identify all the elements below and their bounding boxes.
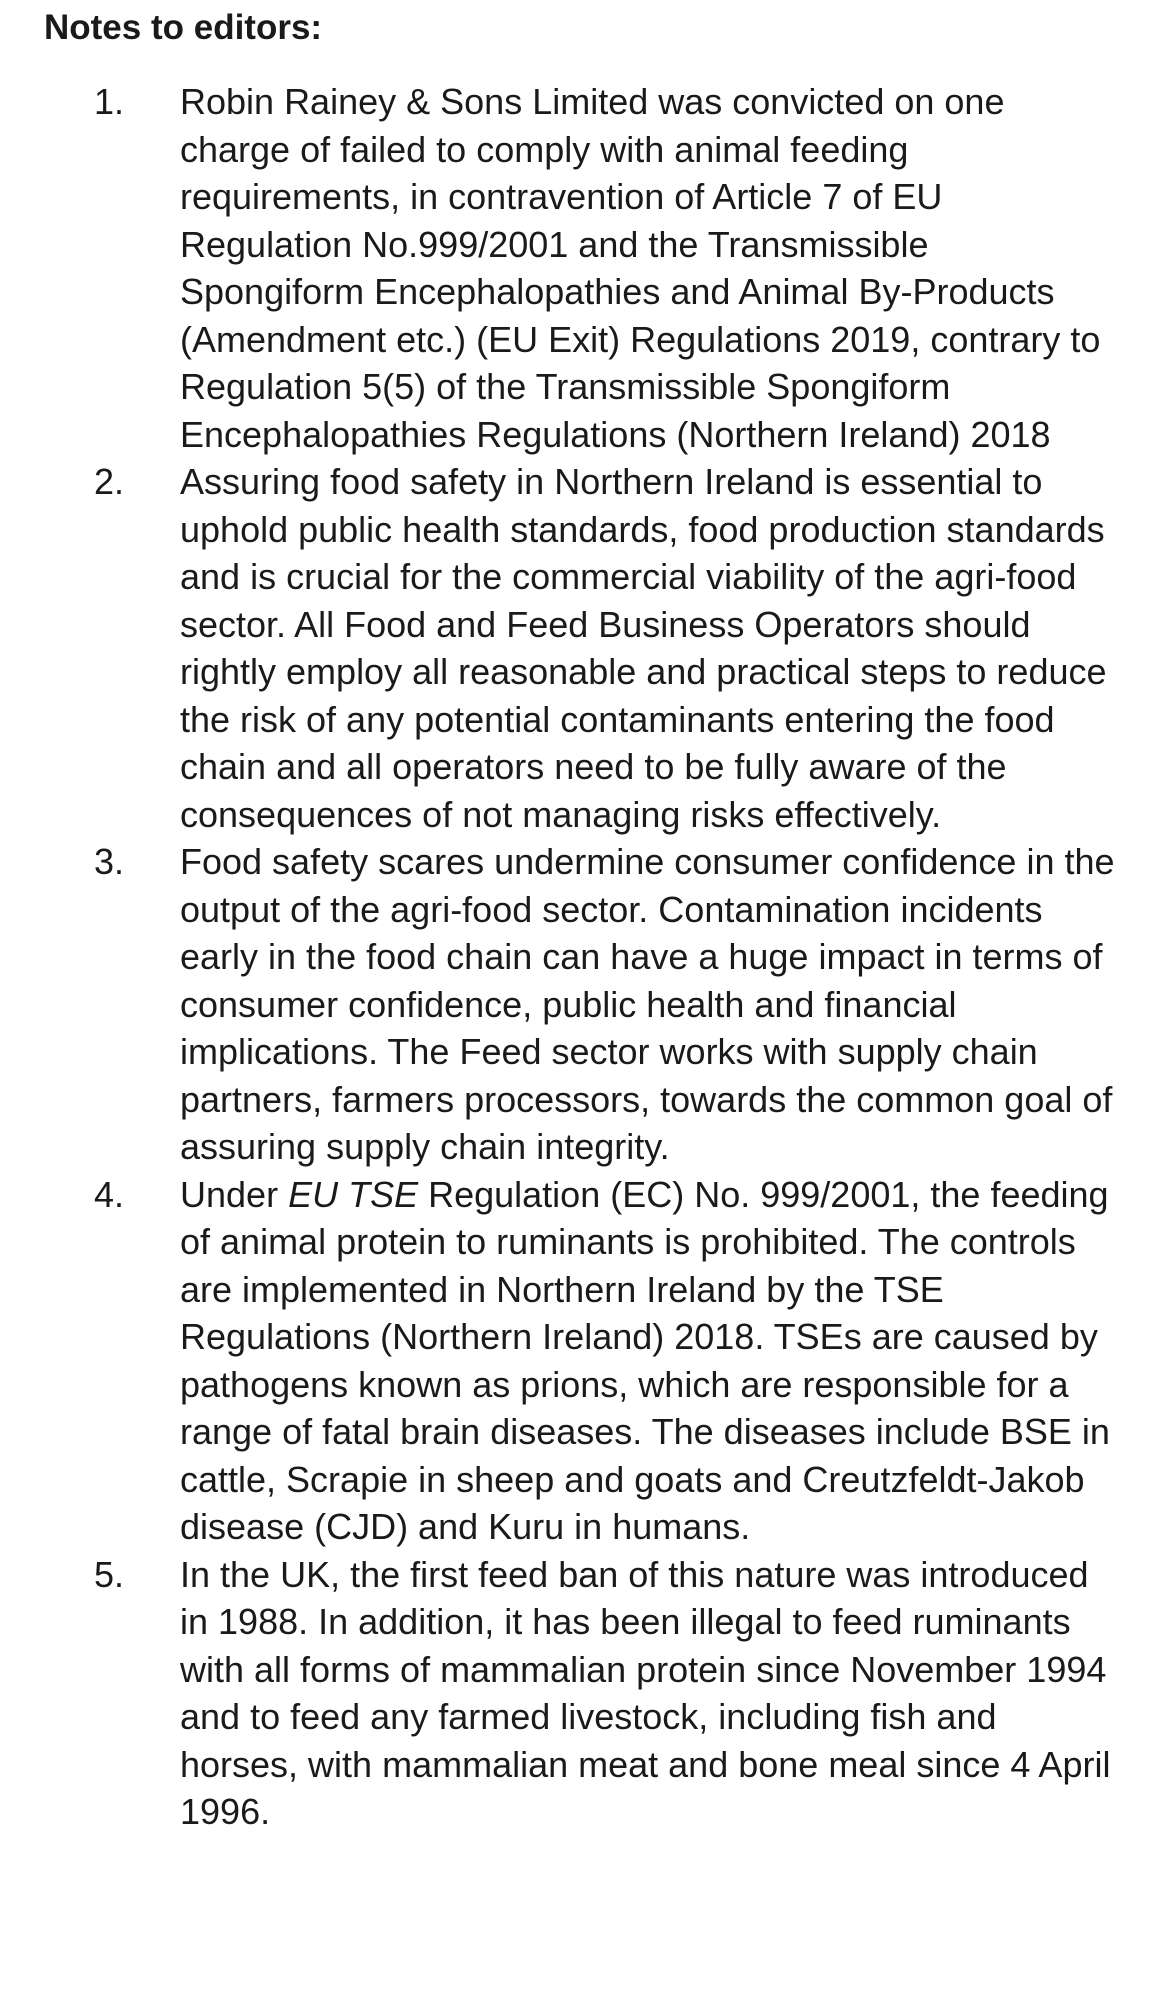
note-number: 1. (94, 81, 125, 122)
note-item (44, 838, 1115, 1171)
note-number: 3. (94, 841, 125, 882)
note-item (44, 458, 1109, 838)
note-item (44, 78, 1109, 458)
note-number: 5. (94, 1553, 125, 1595)
note-text-pre: Under (180, 1173, 289, 1215)
note-text: In the UK, the first feed ban of this nature was introduced in 1988. In addition, it has been illegal to feed ruminants with all forms of mammalian protein since November 1994 and to feed any farmed livestock, including fish and horses, with mammalian meat and bone meal since 4 April 1996. (180, 1553, 1111, 1832)
note-number: 4. (94, 1173, 125, 1215)
note-text-post: Regulation (EC) No. 999/2001, the feeding of animal protein to ruminants is prohibited. The controls are implemented in Northern Ireland by the TSE Regulations (Northern Ireland) 2018. TSEs are caused by pathogens known as prions, which are responsible for a range of fatal brain diseases. The diseases include BSE in cattle, Scrapie in sheep and goats and Creutzfeldt-Jakob disease (CJD) and Kuru in humans. (180, 1173, 1110, 1547)
note-text (180, 1171, 1120, 1551)
note-item (44, 1171, 1109, 1551)
notes-heading: Notes to editors: (44, 8, 323, 47)
note-text: Robin Rainey & Sons Limited was convicted on one charge of failed to comply with animal feeding requirements, in contravention of Article 7 of EU Regulation No.999/2001 and the Transmissible Spongiform Encephalopathies and Animal By-Products (Amendment etc.) (EU Exit) Regulations 2019, contrary to Regulation 5(5) of the Transmissible Spongiform Encephalopathies Regulations (Northern Ireland) 2018 (180, 81, 1101, 455)
note-number: 2. (94, 461, 125, 502)
note-text: Assuring food safety in Northern Ireland is essential to uphold public health standards, food production standards and is crucial for the commercial viability of the agri-food sector. All Food and Feed Business Operators should rightly employ all reasonable and practical steps to reduce the risk of any potential contaminants entering the food chain and all operators need to be fully aware of the consequences of not managing risks effectively. (180, 461, 1107, 835)
note-text-italic: EU TSE (288, 1173, 419, 1215)
notes-list (44, 78, 1115, 1836)
note-item (44, 1551, 1109, 1836)
note-text: Food safety scares undermine consumer confidence in the output of the agri-food sector. Contamination incidents early in the food chain can have a huge impact in terms of consumer confidence, public health and financial implications. The Feed sector works with supply chain partners, farmers processors, towards the common goal of assuring supply chain integrity. (180, 841, 1115, 1167)
